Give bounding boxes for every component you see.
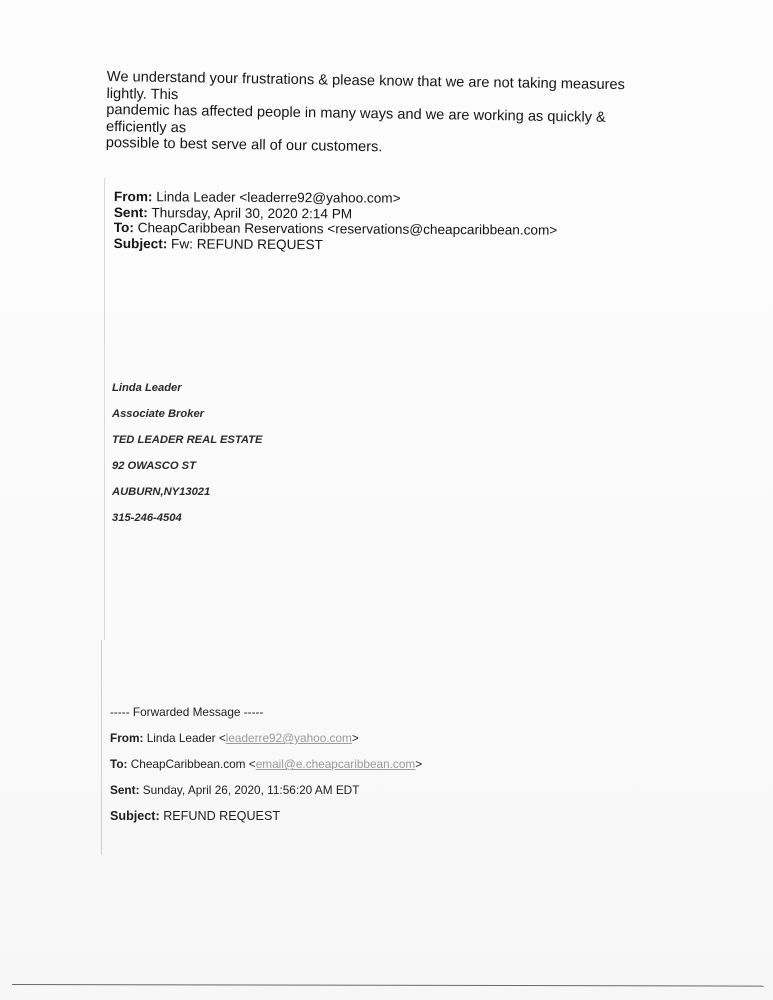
- forwarded-to-label: To:: [110, 757, 128, 771]
- signature-title: Associate Broker: [112, 408, 205, 420]
- intro-line-2: pandemic has affected people in many ways and we are working as quickly & efficiently as: [105, 101, 606, 136]
- reply-from-value: Linda Leader <leaderre92@yahoo.com>: [156, 189, 401, 206]
- forwarded-to-row: [110, 757, 422, 783]
- reply-email-header: [114, 189, 558, 254]
- forwarded-sent-label: Sent:: [110, 783, 140, 797]
- forwarded-subject-label: Subject:: [110, 809, 160, 823]
- forwarded-to-email-link[interactable]: email@e.cheapcaribbean.com: [255, 757, 416, 771]
- forwarded-from-label: From:: [110, 731, 144, 745]
- forwarded-divider: ----- Forwarded Message -----: [110, 705, 264, 719]
- reply-sent-label: Sent:: [113, 204, 148, 220]
- signature-city: AUBURN,NY13021: [112, 486, 211, 498]
- reply-subject-label: Subject:: [113, 235, 168, 251]
- forwarded-to-name: CheapCaribbean.com <: [130, 757, 256, 771]
- forwarded-sent-row: [110, 783, 422, 809]
- signature-phone: 315-246-4504: [112, 512, 182, 524]
- reply-from-label: From:: [113, 189, 153, 205]
- reply-to-label: To:: [113, 219, 134, 236]
- reply-sent-value: Thursday, April 30, 2020 2:14 PM: [151, 204, 353, 221]
- intro-line-1: We understand your frustrations & please know that we are not taking measures lightly. This: [106, 69, 626, 103]
- signature-street: 92 OWASCO ST: [112, 460, 196, 472]
- forwarded-subject-row: [110, 809, 422, 835]
- forwarded-message-border: [101, 640, 102, 855]
- forwarded-sent-value: Sunday, April 26, 2020, 11:56:20 AM EDT: [142, 783, 360, 797]
- forwarded-message: [110, 705, 422, 835]
- intro-paragraph: [106, 69, 667, 160]
- reply-subject-value: Fw: REFUND REQUEST: [171, 235, 323, 252]
- reply-to-value: CheapCaribbean Reservations <reservations@cheapcaribbean.com>: [137, 220, 558, 238]
- forwarded-to-close: >: [415, 757, 423, 771]
- intro-line-3: possible to best serve all of our customers.: [105, 134, 383, 156]
- signature-name: Linda Leader: [112, 382, 182, 394]
- forwarded-subject-value: REFUND REQUEST: [163, 809, 281, 823]
- forwarded-from-close: >: [351, 731, 359, 745]
- reply-subject-row: [114, 235, 558, 253]
- forwarded-from-name: Linda Leader <: [146, 731, 226, 745]
- forwarded-from-email-link[interactable]: leaderre92@yahoo.com: [225, 731, 352, 745]
- signature-company: TED LEADER REAL ESTATE: [112, 434, 263, 446]
- email-signature: [112, 381, 262, 537]
- forwarded-from-row: [110, 731, 422, 757]
